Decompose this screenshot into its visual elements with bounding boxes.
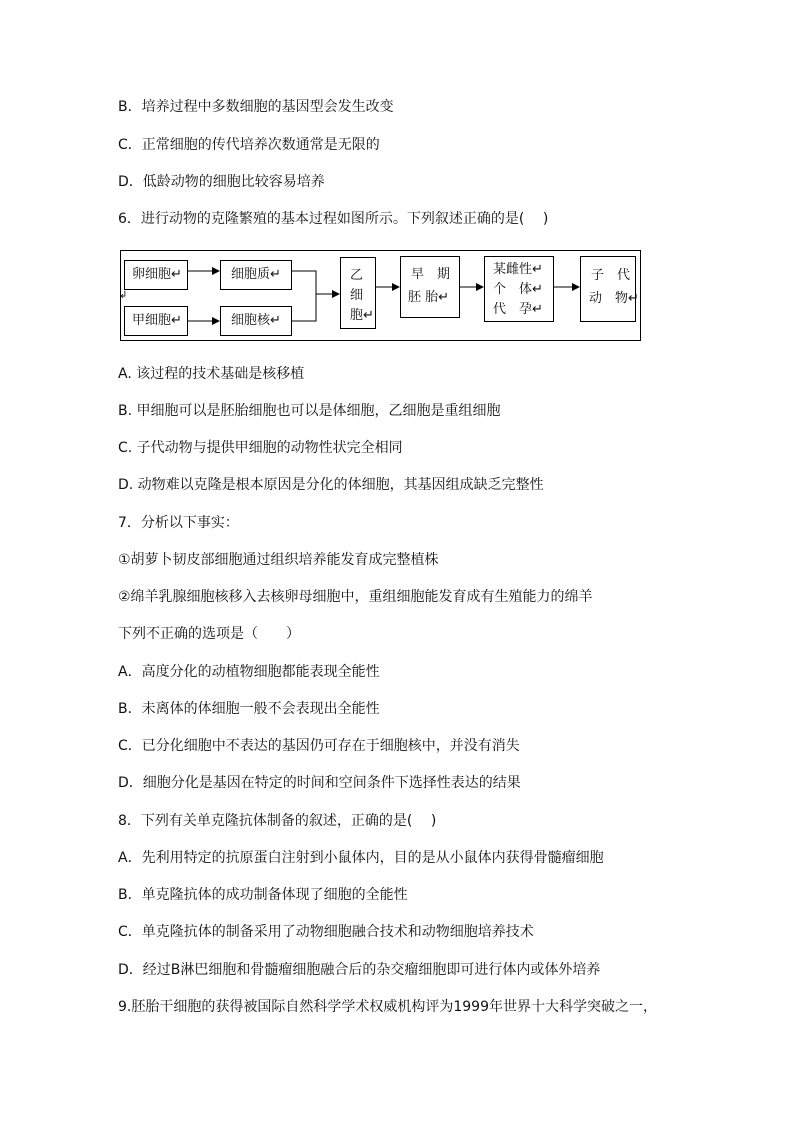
q7-option-c: C．已分化细胞中不表达的基因仍可存在于细胞核中，并没有消失 <box>118 738 520 754</box>
q9-stem: 9.胚胎干细胞的获得被国际自然科学学术权威机构评为1999年世界十大科学突破之一， <box>118 999 657 1015</box>
q8-option-a: A．先利用特定的抗原蛋白注射到小鼠体内，目的是从小鼠体内获得骨髓瘤细胞 <box>118 850 604 866</box>
cytoplasm-label: 细胞质↵ <box>231 267 281 282</box>
q8-option-b: B．单克隆抗体的成功制备体现了细胞的全能性 <box>118 887 408 903</box>
q7-option-b: B．未离体的体细胞一般不会表现出全能性 <box>118 701 380 717</box>
yi-cell-char-2: 细 <box>350 288 364 303</box>
q7-option-d: D．细胞分化是基因在特定的时间和空间条件下选择性表达的结果 <box>118 775 521 791</box>
q6-option-c: C. 子代动物与提供甲细胞的动物性状完全相同 <box>118 440 403 456</box>
q5-option-d: D．低龄动物的细胞比较容易培养 <box>118 174 325 190</box>
offspring-line-2: 动 物↵ <box>589 291 639 306</box>
q6-stem: 6．进行动物的克隆繁殖的基本过程如图所示。下列叙述正确的是( ) <box>118 211 549 227</box>
edge-mark: ↲ <box>119 290 128 301</box>
q5-option-b: B．培养过程中多数细胞的基因型会发生改变 <box>118 99 394 115</box>
merge-bracket <box>292 271 316 321</box>
yi-cell-char-3: 胞↵ <box>350 308 374 323</box>
surrogate-line-3: 代 孕↵ <box>493 302 543 317</box>
egg-cell-label: 卵细胞↵ <box>132 267 182 282</box>
nucleus-label: 细胞核↵ <box>231 313 281 328</box>
q7-stem: 7．分析以下事实： <box>118 515 239 531</box>
cloning-flow-diagram <box>120 250 641 341</box>
offspring-line-1: 子 代 <box>591 268 631 283</box>
q7-option-a: A．高度分化的动植物细胞都能表现全能性 <box>118 664 380 680</box>
q7-question: 下列不正确的选项是（ ） <box>118 626 300 642</box>
q6-option-d: D. 动物难以克隆是根本原因是分化的体细胞，其基因组成缺乏完整性 <box>118 477 544 493</box>
q5-option-c: C．正常细胞的传代培养次数通常是无限的 <box>118 137 380 153</box>
jia-cell-label: 甲细胞↵ <box>132 313 182 328</box>
q8-stem: 8．下列有关单克隆抗体制备的叙述，正确的是( ) <box>118 813 437 829</box>
q8-option-d: D．经过B淋巴细胞和骨髓瘤细胞融合后的杂交瘤细胞即可进行体内或体外培养 <box>118 962 601 978</box>
surrogate-line-1: 某雌性↵ <box>493 262 543 277</box>
flow-arrows <box>121 251 642 342</box>
early-embryo-line-2: 胚 胎↵ <box>408 290 450 305</box>
q7-fact-2: ②绵羊乳腺细胞核移入去核卵母细胞中，重组细胞能发育成有生殖能力的绵羊 <box>118 589 593 605</box>
early-embryo-line-1: 早 期 <box>411 267 451 282</box>
q7-fact-1: ①胡萝卜韧皮部细胞通过组织培养能发育成完整植株 <box>118 552 439 568</box>
q6-option-a: A. 该过程的技术基础是核移植 <box>118 366 305 382</box>
q6-option-b: B. 甲细胞可以是胚胎细胞也可以是体细胞，乙细胞是重组细胞 <box>118 403 501 419</box>
q8-option-c: C．单克隆抗体的制备采用了动物细胞融合技术和动物细胞培养技术 <box>118 924 534 940</box>
surrogate-line-2: 个 体↵ <box>493 282 543 297</box>
yi-cell-char-1: 乙 <box>350 268 364 283</box>
